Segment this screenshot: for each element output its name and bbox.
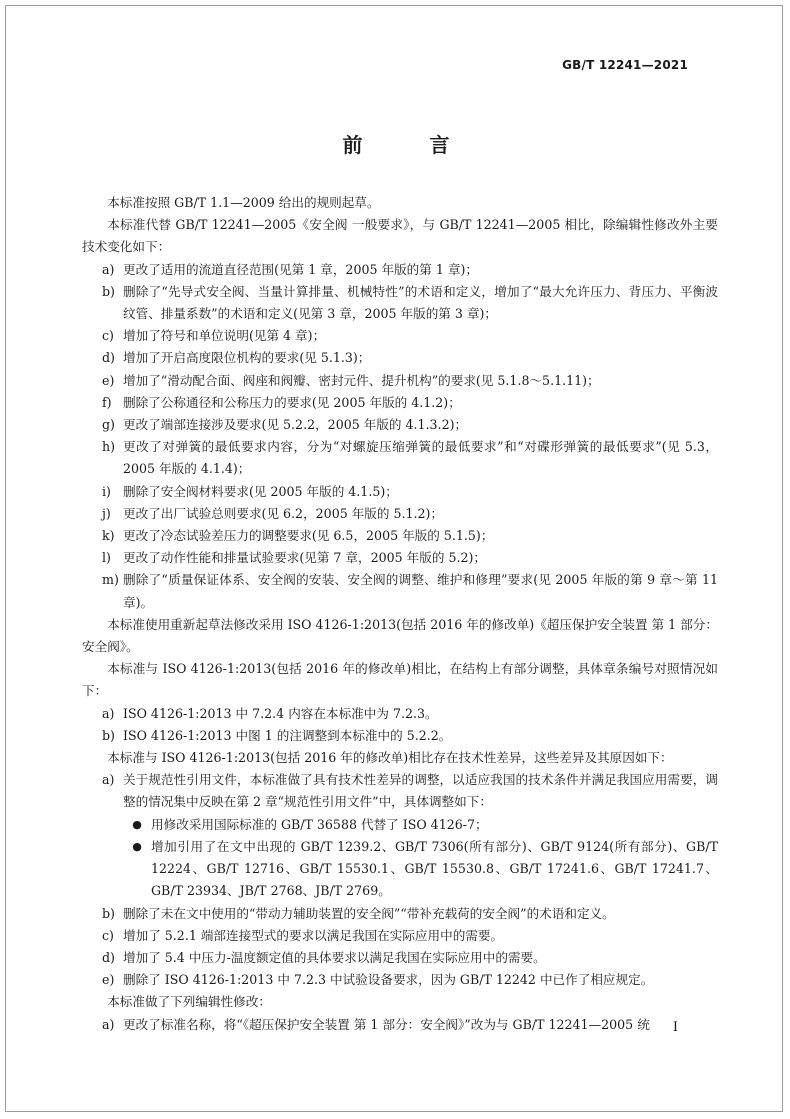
list-item [82,281,718,325]
item-label: j) [102,505,111,521]
item-text: ISO 4126-1:2013 中图 1 的注调整到本标准中的 5.2.2。 [123,727,452,743]
item-label: d) [102,350,115,366]
item-label: e) [102,372,115,388]
list-item [82,259,718,281]
item-label: k) [102,528,115,544]
item-label: d) [102,949,115,965]
bullet-item [123,836,718,903]
item-label: l) [102,550,111,566]
item-text: 更改了对弹簧的最低要求内容，分为“对螺旋压缩弹簧的最低要求”和“对碟形弹簧的最低要求”(见 5.3，2005 年版的 4.1.4)； [123,439,718,477]
list-item [82,1014,718,1036]
item-text: 删除了“先导式安全阀、当量计算排量、机械特性”的术语和定义，增加了“最大允许压力、背压力、平衡波纹管、排量系数”的术语和定义(见第 3 章，2005 年版的第 3 章)； [123,283,718,322]
technical-differences-list [82,769,718,991]
item-label: h) [102,439,116,455]
standard-code: GB/T 12241—2021 [562,58,688,72]
item-text: ISO 4126-1:2013 中 7.2.4 内容在本标准中为 7.2.3。 [123,705,438,721]
item-label: a) [102,261,115,277]
paragraph: 本标准与 ISO 4126-1:2013(包括 2016 年的修改单)相比存在技术性差异，这些差异及其原因如下： [107,750,673,766]
item-text: 更改了适用的流道直径范围(见第 1 章，2005 年版的第 1 章)； [123,261,478,277]
item-label: a) [102,772,115,788]
item-text: 更改了端部连接涉及要求(见 5.2.2，2005 年版的 4.1.3.2)； [123,417,468,433]
page-title: 前 言 [342,133,480,157]
item-text: 关于规范性引用文件，本标准做了具有技术性差异的调整，以适应我国的技术条件并满足我国应用需要，调整的情况集中反映在第 2 章“规范性引用文件”中，具体调整如下： [123,772,718,810]
bullet-text: 用修改采用国际标准的 GB/T 36588 代替了 ISO 4126-7； [151,816,488,832]
list-item [82,370,718,392]
item-text: 删除了 ISO 4126-1:2013 中 7.2.3 中试验设备要求，因为 GB/T 12242 中已作了相应规定。 [123,972,654,988]
bullet-icon: ● [132,839,142,853]
item-text: 更改了标准名称，将“《超压保护安全装置 第 1 部分：安全阀》”改为与 GB/T 12241—2005 统 [123,1016,650,1032]
bullet-item [123,814,718,836]
list-item [82,703,718,725]
list-item [82,481,718,503]
list-item [82,769,718,813]
item-label: e) [102,972,115,988]
paragraph: 本标准与 ISO 4126-1:2013(包括 2016 年的修改单)相比，在结构上有部分调整，具体章条编号对照情况如下： [82,661,718,699]
foreword-body [82,192,718,1036]
item-label: i) [102,483,111,499]
paragraph: 本标准做了下列编辑性修改： [107,994,271,1010]
item-text: 增加了 5.2.1 端部连接型式的要求以满足我国在实际应用中的需要。 [123,927,504,943]
list-item [82,903,718,925]
list-item [82,436,718,480]
item-text: 增加了符号和单位说明(见第 4 章)； [123,328,326,344]
list-item [82,525,718,547]
item-label: a) [102,1016,115,1032]
list-item [82,925,718,947]
item-text: 更改了冷态试验差压力的调整要求(见 6.5，2005 年版的 5.1.5)； [123,528,494,544]
list-item [82,414,718,436]
list-item [82,503,718,525]
list-item [82,392,718,414]
structure-changes-list [82,703,718,747]
item-label: b) [102,727,115,743]
item-label: b) [102,283,115,299]
item-text: 更改了出厂试验总则要求(见 6.2，2005 年版的 5.1.2)； [123,505,444,521]
changes-list [82,259,718,614]
item-text: 删除了未在文中使用的“带动力辅助装置的安全阀”“带补充载荷的安全阀”的术语和定义。 [123,905,615,921]
list-item [82,969,718,991]
bullet-icon: ● [132,817,142,831]
item-label: g) [102,417,115,433]
paragraph: 本标准代替 GB/T 12241—2005《安全阀 一般要求》，与 GB/T 12241—2005 相比，除编辑性修改外主要技术变化如下： [82,217,718,255]
editorial-list [82,1014,718,1036]
paragraph: 本标准按照 GB/T 1.1—2009 给出的规则起草。 [107,195,380,210]
item-text: 删除了公称通径和公称压力的要求(见 2005 年版的 4.1.2)； [123,394,461,410]
item-text: 删除了“质量保证体系、安全阀的安装、安全阀的调整、维护和修理”要求(见 2005 年版的第 9 章～第 11 章)。 [123,572,718,610]
item-text: 增加了 5.4 中压力-温度额定值的具体要求以满足我国在实际应用中的需要。 [123,949,546,965]
item-label: m) [102,572,119,588]
document-page [5,5,783,1112]
item-text: 增加了开启高度限位机构的要求(见 5.1.3)； [123,350,371,366]
list-item [82,547,718,569]
list-item [82,325,718,347]
list-item [82,347,718,369]
list-item [82,725,718,747]
list-item [82,947,718,969]
item-text: 更改了动作性能和排量试验要求(见第 7 章，2005 年版的 5.2)； [123,550,486,566]
page-number: I [672,1020,678,1035]
list-item [82,569,718,613]
bullet-text: 增加引用了在文中出现的 GB/T 1239.2、GB/T 7306(所有部分)、GB/T 9124(所有部分)、GB/T 12224、GB/T 12716、GB/T 15530.1、GB/T 15530.8、GB/T 17241.6、GB/T 17241.7、GB/T 23934、JB/T 2768、JB/T 2769。 [151,838,718,899]
paragraph: 本标准使用重新起草法修改采用 ISO 4126-1:2013(包括 2016 年的修改单)《超压保护安全装置 第 1 部分：安全阀》。 [82,616,718,655]
item-label: a) [102,705,115,721]
item-text: 增加了“滑动配合面、阀座和阀瓣、密封元件、提升机构”的要求(见 5.1.8～5.1.11)； [123,372,600,388]
item-text: 删除了安全阀材料要求(见 2005 年版的 4.1.5)； [123,483,398,499]
item-label: c) [102,328,114,344]
item-label: f) [102,394,112,410]
item-label: c) [102,927,114,943]
item-label: b) [102,905,115,921]
